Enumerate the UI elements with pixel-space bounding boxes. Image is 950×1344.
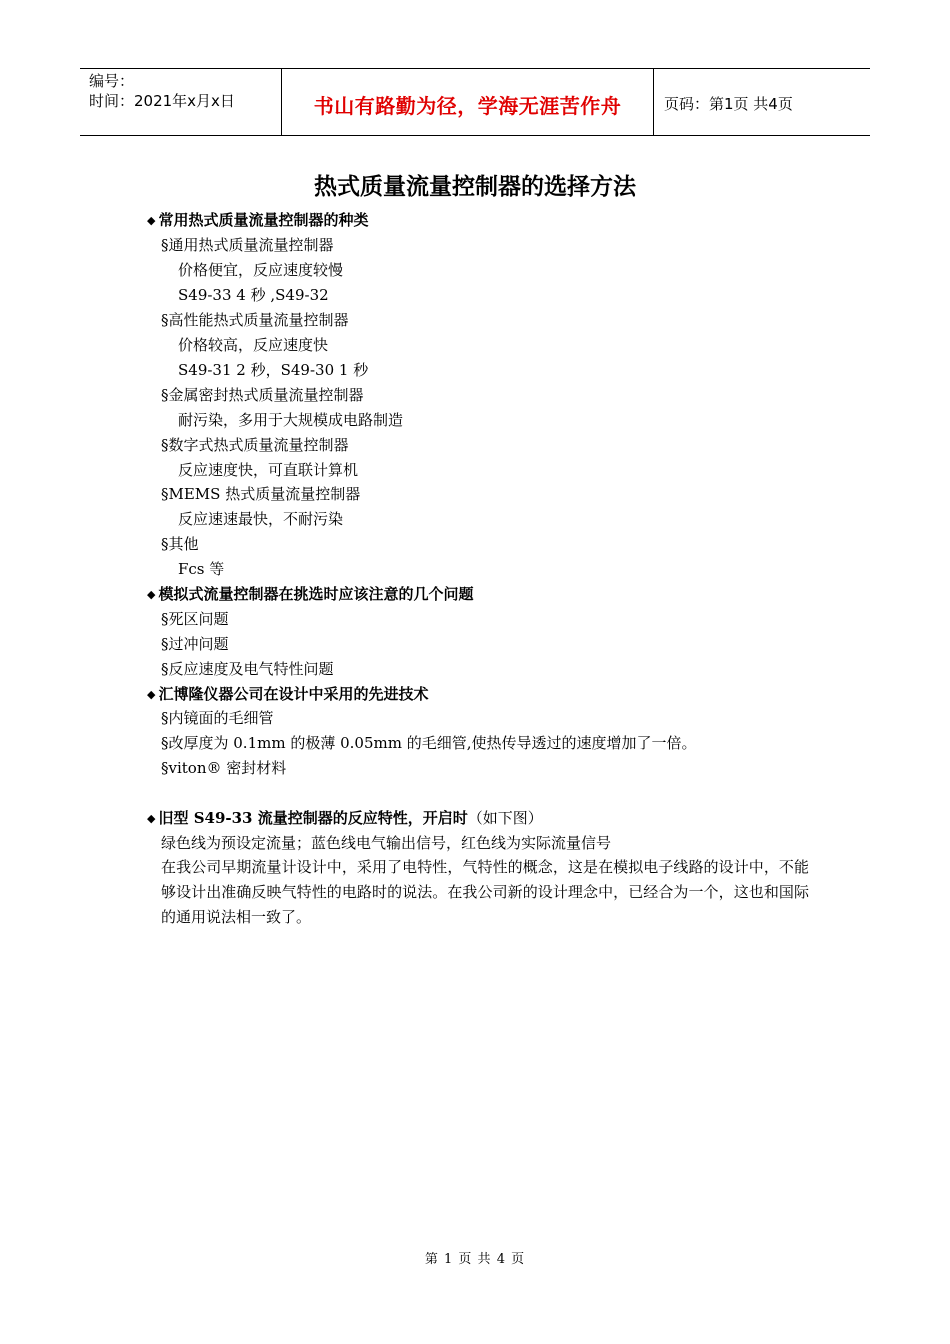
- page-footer: 第 1 页 共 4 页: [424, 1252, 526, 1267]
- diamond-bullet-icon: ◆: [147, 214, 156, 227]
- list-item: §数字式热式质量流量控制器: [161, 436, 349, 454]
- list-item: §死区问题: [161, 610, 229, 628]
- list-item: §通用热式质量流量控制器: [161, 236, 334, 254]
- list-item-detail: 耐污染，多用于大规模成电路制造: [178, 411, 404, 429]
- list-item: §高性能热式质量流量控制器: [161, 311, 349, 329]
- diamond-bullet-icon: ◆: [147, 588, 156, 601]
- diamond-bullet-icon: ◆: [147, 688, 156, 701]
- page-title: 热式质量流量控制器的选择方法: [314, 173, 636, 200]
- header-table: [80, 68, 870, 136]
- list-item-detail: 价格较高，反应速度快: [178, 336, 329, 354]
- list-item: §内镜面的毛细管: [161, 709, 274, 727]
- list-item: §金属密封热式质量流量控制器: [161, 386, 364, 404]
- list-item-detail: Fcs 等: [178, 560, 225, 578]
- header-motto-cell: [281, 69, 654, 135]
- section-heading-1: ◆ 常用热式质量流量控制器的种类: [147, 211, 369, 229]
- page-info: 页码：第1页 共4页: [664, 95, 793, 113]
- section-heading-2: ◆ 模拟式流量控制器在挑选时应该注意的几个问题: [147, 585, 474, 603]
- legend-description: 绿色线为预设定流量；蓝色线电气输出信号，红色线为实际流量信号: [161, 834, 612, 852]
- header-meta: [80, 69, 281, 135]
- list-item-detail: S49-33 4 秒 ,S49-32: [178, 286, 329, 304]
- list-item-detail: 反应速速最快，不耐污染: [178, 510, 344, 528]
- heading-suffix: （如下图）: [467, 809, 543, 827]
- list-item: §过冲问题: [161, 635, 229, 653]
- section-heading-3: ◆ 汇博隆仪器公司在设计中采用的先进技术: [147, 685, 429, 703]
- time-label: 时间：2021年x月x日: [89, 92, 235, 110]
- diamond-bullet-icon: ◆: [147, 812, 156, 825]
- list-item: §MEMS 热式质量流量控制器: [161, 485, 361, 503]
- body-paragraph: 在我公司早期流量计设计中，采用了电特性，气特性的概念，这是在模拟电子线路的设计中，不能够设计出准确反映气特性的电路时的说法。在我公司新的设计理念中，已经合为一个，这也和国际的通用说法相一致了。: [161, 858, 809, 926]
- number-label: 编号：: [89, 72, 135, 90]
- list-item-detail: S49-31 2 秒，S49-30 1 秒: [178, 361, 369, 379]
- list-item: §反应速度及电气特性问题: [161, 660, 334, 678]
- list-item: §改厚度为 0.1mm 的极薄 0.05mm 的毛细管,使热传导透过的速度增加了一倍。: [161, 734, 697, 752]
- section-heading-4: ◆ 旧型 S49-33 流量控制器的反应特性，开启时（如下图）: [147, 809, 543, 827]
- list-item-detail: 价格便宜，反应速度较慢: [178, 261, 344, 279]
- list-item: §其他: [161, 535, 199, 553]
- list-item-detail: 反应速度快，可直联计算机: [178, 461, 359, 479]
- list-item: §viton® 密封材料: [161, 759, 287, 777]
- motto: 书山有路勤为径，学海无涯苦作舟: [313, 94, 622, 118]
